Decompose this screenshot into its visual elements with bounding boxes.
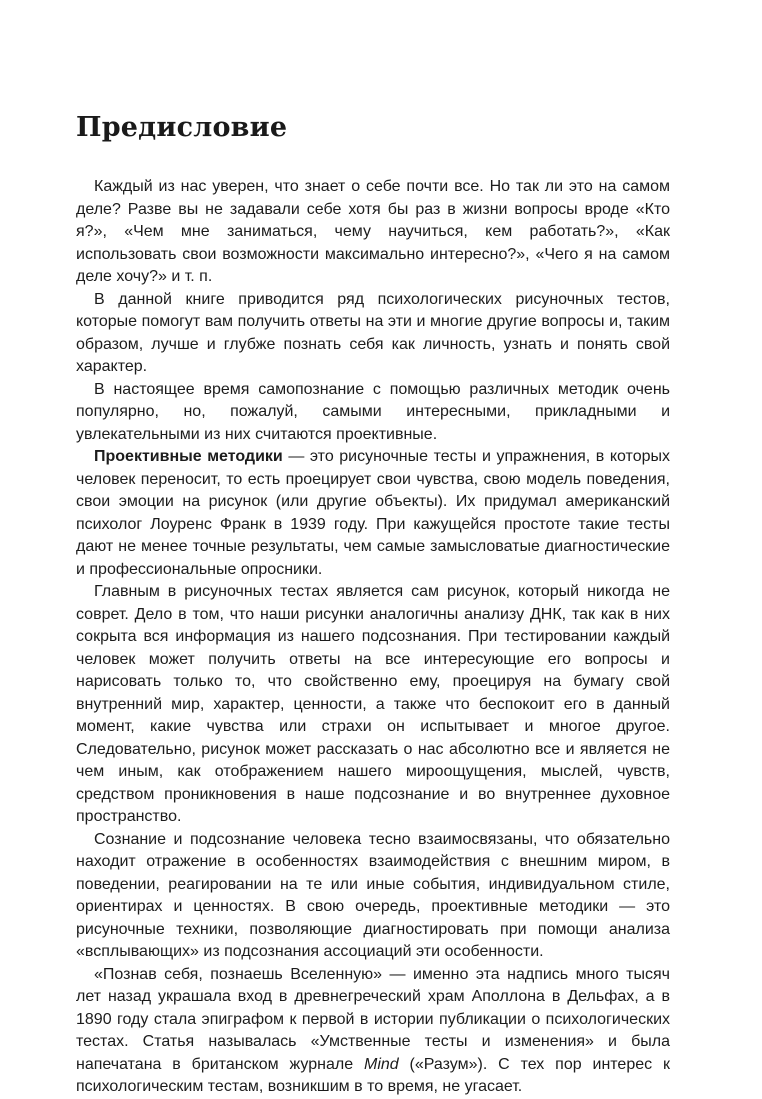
- paragraph: В данной книге приводится ряд психологических рисуночных тестов, которые помогут вам получить ответы на эти и многие другие вопросы и, таким образом, лучше и глубже познать себя как личность, узнать и понять свой характер.: [76, 290, 670, 375]
- chapter-heading: Предисловие: [76, 112, 288, 143]
- bold-term: Проективные методики: [94, 448, 283, 465]
- paragraph: Главным в рисуночных тестах является сам рисунок, который никогда не соврет. Дело в том, что наши рисунки аналогичны анализу ДНК, так как в них сокрыта вся информация из нашего подсознания. При тестировании каждый человек может получить ответы на все интересующие его вопросы и нарисовать только то, что свойственно ему, проецируя на бумагу свой внутренний мир, характер, ценности, а также что беспокоит его в данный момент, какие чувства или страхи он испытывает и многое другое. Следовательно, рисунок может рассказать о нас абсолютно все и является не чем иным, как отображением нашего мироощущения, мыслей, чувств, средством проникновения в наше подсознание и во внутреннее духовное пространство.: [76, 583, 670, 825]
- paragraph: В настоящее время самопознание с помощью различных методик очень популярно, но, пожалуй, самыми интересными, прикладными и увлекательными из них считаются проективные.: [76, 380, 670, 443]
- journal-title: Mind: [363, 1055, 399, 1073]
- paragraph-text: «Познав себя, познаешь Вселенную» — именно эта надпись много тысяч лет назад украшала вход в древнегреческий храм Аполлона в Дельфах, а в 1890 году стала эпиграфом к первой в истории публикации о психологических тестах. Статья называлась «Умственные тесты и изменения» и была напечатана в британском журнале: [76, 965, 670, 1073]
- body-text: [76, 176, 670, 1099]
- paragraph: [76, 446, 670, 581]
- paragraph: Сознание и подсознание человека тесно взаимосвязаны, что обязательно находит отражение в особенностях взаимодействия с внешним миром, в поведении, реагировании на те или иные события, индивидуальном стиле, ориентирах и ценностях. В свою очередь, проективные методики — это рисуночные техники, позволяющие диагностировать при помощи анализа «всплывающих» из подсознания ассоциаций эти особенности.: [76, 830, 670, 960]
- paragraph: Каждый из нас уверен, что знает о себе почти все. Но так ли это на самом деле? Разве вы не задавали себе хотя бы раз в жизни вопросы вроде «Кто я?», «Чем мне заниматься, чему научиться, кем работать?», «Как использовать свои возможности максимально интересно?», «Чего я на самом деле хочу?» и т. п.: [76, 178, 670, 285]
- paragraph-text: — это рисуночные тесты и упражнения, в которых человек переносит, то есть проецирует свои чувства, свою модель поведения, свои эмоции на рисунок (или другие объекты). Их придумал американский психолог Лоуренс Франк в 1939 году. При кажущейся простоте такие тесты дают не менее точные результаты, чем самые замысловатые диагностические и профессиональные опросники.: [76, 448, 670, 578]
- paragraph-text: («Разум»). С тех пор интерес к психологическим тестам, возникшим в то время, не угасает.: [76, 1055, 671, 1095]
- paragraph: [76, 964, 670, 1099]
